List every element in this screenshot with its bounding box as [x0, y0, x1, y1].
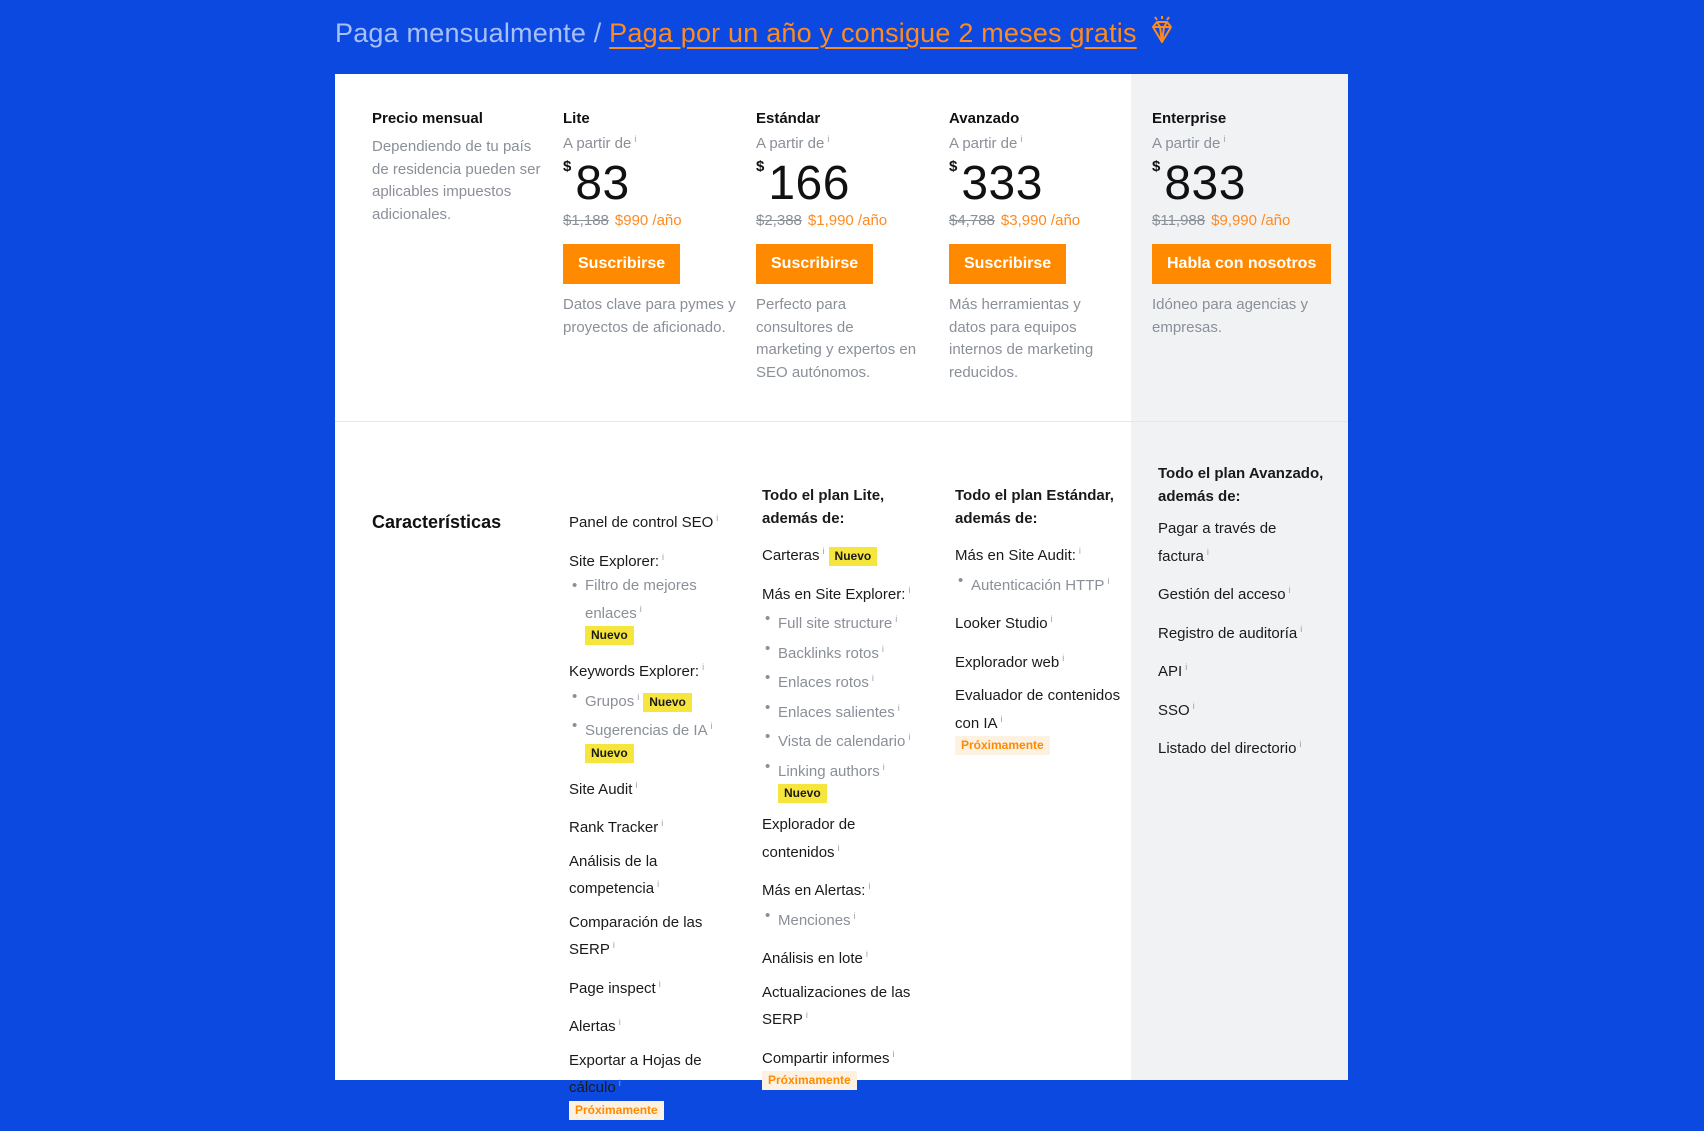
subscribe-button[interactable]: Suscribirse: [756, 244, 873, 284]
feature-label: Backlinks rotos: [778, 644, 879, 662]
feature-label: Evaluador de contenidos con IA: [955, 687, 1121, 732]
feature-item: [569, 973, 734, 1001]
yearly-price: [563, 212, 738, 229]
feature-item: [762, 943, 927, 971]
plan-name: Avanzado: [949, 110, 1020, 127]
feature-label: Comparación de las SERP: [569, 913, 703, 958]
plan-lite: [563, 110, 738, 339]
feature-item: [762, 982, 927, 1032]
feature-label: SSO: [1158, 701, 1190, 719]
new-badge: Nuevo: [585, 626, 634, 645]
billing-separator: /: [593, 18, 602, 48]
sub-feature-item: [762, 638, 927, 666]
sub-feature-item: [762, 667, 927, 695]
feature-label: Keywords Explorer:: [569, 663, 700, 680]
features-heading: Todo el plan Lite, además de:: [762, 487, 885, 527]
feature-label: Enlaces salientes: [778, 703, 895, 721]
info-icon[interactable]: i: [1062, 652, 1065, 663]
sub-feature-item: [569, 575, 734, 645]
from-label: [949, 134, 1114, 152]
subscribe-button[interactable]: Suscribirse: [949, 244, 1066, 284]
feature-item: [955, 540, 1125, 597]
contact-sales-button[interactable]: Habla con nosotros: [1152, 244, 1331, 284]
info-icon[interactable]: i: [1299, 739, 1302, 749]
sub-feature-item: [762, 905, 927, 933]
features-heading: Todo el plan Estándar, además de:: [955, 487, 1114, 527]
feature-label: Rank Tracker: [569, 819, 659, 836]
sub-feature-item: [569, 715, 734, 763]
info-icon[interactable]: i: [871, 673, 874, 683]
feature-label: Explorador de contenidos: [762, 816, 856, 861]
info-icon[interactable]: i: [1223, 134, 1226, 144]
info-icon[interactable]: i: [618, 1078, 621, 1088]
plan-price: [756, 156, 921, 208]
yearly-price: [756, 212, 921, 229]
from-text: A partir de: [563, 135, 632, 152]
feature-item: [569, 851, 734, 901]
feature-label: Exportar a Hojas de cálculo: [569, 1051, 702, 1096]
info-icon[interactable]: i: [662, 551, 665, 562]
feature-label: Análisis en lote: [762, 950, 863, 967]
plan-price: [1152, 156, 1342, 208]
feature-label: Page inspect: [569, 979, 656, 997]
info-icon[interactable]: i: [822, 546, 825, 556]
info-icon[interactable]: i: [1078, 546, 1081, 556]
plan-description: Perfecto para consultores de marketing y expertos en SEO autónomos.: [756, 296, 917, 381]
feature-item: [1158, 518, 1328, 568]
feature-label: Linking authors: [778, 762, 880, 780]
info-icon[interactable]: i: [1050, 614, 1053, 624]
yearly-price: [1152, 212, 1342, 229]
plan-name: Estándar: [756, 110, 821, 127]
from-label: [563, 134, 738, 152]
info-icon[interactable]: i: [908, 584, 911, 595]
feature-item: [955, 647, 1125, 675]
monthly-billing-option[interactable]: Paga mensualmente: [335, 18, 587, 48]
plan-name: Lite: [563, 110, 590, 127]
feature-label: Análisis de la competencia: [569, 852, 658, 897]
info-icon[interactable]: i: [865, 949, 868, 959]
price-amount: 833: [1164, 157, 1246, 210]
old-yearly-price: $1,188: [563, 212, 609, 229]
from-text: A partir de: [949, 135, 1018, 152]
new-badge: Nuevo: [829, 547, 878, 566]
info-icon[interactable]: i: [853, 910, 856, 921]
features-enterprise: [1158, 463, 1328, 772]
info-icon[interactable]: i: [637, 691, 640, 702]
feature-item: [1158, 579, 1328, 607]
feature-item: [569, 546, 734, 646]
info-icon[interactable]: i: [1020, 134, 1023, 144]
currency-symbol: $: [756, 158, 765, 175]
plan-price: [949, 156, 1114, 208]
feature-label: Site Audit: [569, 780, 633, 798]
feature-label: Looker Studio: [955, 615, 1048, 632]
yearly-price: [949, 212, 1114, 229]
billing-toggle: [335, 14, 1179, 55]
coming-soon-badge: Próximamente: [955, 736, 1050, 755]
monthly-price-heading: Precio mensual: [372, 110, 483, 127]
feature-label: Más en Alertas:: [762, 882, 866, 899]
feature-item: [762, 814, 927, 864]
diamond-icon: [1145, 14, 1179, 55]
feature-item: [955, 608, 1125, 636]
feature-item: [762, 875, 927, 932]
feature-label: Vista de calendario: [778, 733, 906, 750]
plan-price: [563, 156, 738, 208]
sub-feature-item: [762, 756, 927, 804]
new-badge: Nuevo: [778, 784, 827, 803]
feature-label: Registro de auditoría: [1158, 624, 1298, 642]
feature-label: Filtro de mejores enlaces: [585, 577, 697, 622]
plan-description: Idóneo para agencias y empresas.: [1152, 296, 1308, 336]
feature-label: Compartir informes: [762, 1049, 890, 1067]
plan-description: Datos clave para pymes y proyectos de aficionado.: [563, 296, 736, 336]
from-label: [1152, 134, 1342, 152]
from-label: [756, 134, 921, 152]
info-icon[interactable]: i: [1107, 575, 1110, 586]
feature-item: [569, 1011, 734, 1039]
feature-item: [762, 540, 927, 568]
sub-feature-item: [762, 726, 927, 754]
info-icon[interactable]: i: [657, 879, 660, 889]
feature-label: Full site structure: [778, 615, 893, 632]
feature-label: Enlaces rotos: [778, 674, 869, 691]
features-advanced: [955, 485, 1125, 766]
feature-label: API: [1158, 663, 1183, 680]
feature-item: [1158, 733, 1328, 761]
info-icon[interactable]: i: [868, 881, 871, 891]
new-yearly-price: $3,990 /año: [1000, 212, 1081, 229]
coming-soon-badge: Próximamente: [762, 1071, 857, 1090]
old-yearly-price: $2,388: [756, 212, 802, 229]
feature-item: [569, 912, 734, 962]
feature-item: [762, 579, 927, 804]
info-icon[interactable]: i: [895, 614, 898, 624]
info-icon[interactable]: i: [618, 1017, 621, 1027]
info-icon[interactable]: i: [1288, 585, 1291, 595]
info-icon[interactable]: i: [1185, 662, 1188, 672]
features-heading: Todo el plan Avanzado, además de:: [1158, 465, 1324, 505]
sub-feature-item: [955, 570, 1125, 598]
info-icon[interactable]: i: [1000, 713, 1003, 724]
feature-item: [1158, 618, 1328, 646]
info-icon[interactable]: i: [881, 643, 884, 654]
new-yearly-price: $990 /año: [614, 212, 682, 229]
new-badge: Nuevo: [643, 693, 692, 712]
feature-label: Explorador web: [955, 653, 1060, 671]
plan-advanced: [949, 110, 1114, 384]
price-amount: 83: [575, 157, 630, 210]
price-amount: 333: [961, 157, 1043, 210]
info-icon[interactable]: i: [639, 603, 642, 614]
pricing-label-column: [372, 110, 547, 226]
info-icon[interactable]: i: [612, 940, 615, 950]
feature-label: Grupos: [585, 692, 635, 710]
plan-enterprise: [1152, 110, 1342, 339]
info-icon[interactable]: i: [710, 721, 713, 731]
feature-label: Carteras: [762, 547, 820, 564]
subscribe-button[interactable]: Suscribirse: [563, 244, 680, 284]
info-icon[interactable]: i: [1192, 700, 1195, 711]
feature-label: Menciones: [778, 911, 851, 929]
from-text: A partir de: [756, 135, 825, 152]
sub-feature-item: [762, 697, 927, 725]
feature-label: Site Explorer:: [569, 552, 660, 570]
annual-billing-label: Paga por un año y consigue 2 meses gratis: [609, 18, 1137, 48]
feature-label: Panel de control SEO: [569, 514, 714, 531]
new-yearly-price: $1,990 /año: [807, 212, 888, 229]
feature-label: Alertas: [569, 1018, 616, 1035]
plan-description: Más herramientas y datos para equipos internos de marketing reducidos.: [949, 296, 1094, 381]
info-icon[interactable]: i: [897, 702, 900, 713]
features-lite: [569, 507, 734, 1131]
info-icon[interactable]: i: [908, 732, 911, 742]
tax-note: Dependiendo de tu país de residencia pueden ser aplicables impuestos adicionales.: [372, 138, 541, 223]
info-icon[interactable]: i: [882, 761, 885, 772]
currency-symbol: $: [563, 158, 572, 175]
sub-feature-item: [569, 686, 734, 714]
feature-label: Sugerencias de IA: [585, 722, 708, 739]
feature-label: Gestión del acceso: [1158, 586, 1286, 603]
old-yearly-price: $4,788: [949, 212, 995, 229]
feature-label: Autenticación HTTP: [971, 576, 1105, 594]
plan-name: Enterprise: [1152, 110, 1227, 127]
currency-symbol: $: [949, 158, 958, 175]
old-yearly-price: $11,988: [1152, 212, 1206, 229]
feature-item: [1158, 656, 1328, 684]
feature-label: Más en Site Explorer:: [762, 585, 906, 603]
feature-label: Más en Site Audit:: [955, 547, 1076, 564]
features-standard: [762, 485, 927, 1101]
features-title: Características: [372, 512, 502, 532]
feature-item: [569, 1050, 734, 1120]
pricing-card: [335, 74, 1348, 1117]
info-icon[interactable]: i: [635, 779, 638, 790]
feature-item: [569, 774, 734, 802]
info-icon[interactable]: i: [661, 818, 664, 828]
feature-label: Listado del directorio: [1158, 740, 1297, 757]
feature-item: [762, 1043, 927, 1091]
info-icon[interactable]: i: [702, 662, 705, 672]
feature-item: [569, 507, 734, 535]
info-icon[interactable]: i: [634, 134, 637, 144]
annual-billing-link[interactable]: [609, 18, 1179, 48]
info-icon[interactable]: i: [1206, 546, 1209, 557]
coming-soon-badge: Próximamente: [569, 1101, 664, 1120]
price-amount: 166: [768, 157, 850, 210]
feature-item: [569, 656, 734, 763]
info-icon[interactable]: i: [827, 134, 830, 144]
info-icon[interactable]: i: [837, 842, 840, 853]
plan-standard: [756, 110, 921, 384]
feature-item: [1158, 695, 1328, 723]
feature-item: [569, 812, 734, 840]
info-icon[interactable]: i: [658, 978, 661, 989]
info-icon[interactable]: i: [805, 1010, 808, 1020]
currency-symbol: $: [1152, 158, 1161, 175]
info-icon[interactable]: i: [892, 1048, 895, 1059]
feature-label: Actualizaciones de las SERP: [762, 983, 911, 1028]
feature-item: [955, 685, 1125, 755]
section-divider: [335, 421, 1348, 422]
info-icon[interactable]: i: [716, 513, 719, 523]
info-icon[interactable]: i: [1300, 623, 1303, 634]
feature-label: Pagar a través de factura: [1158, 520, 1277, 565]
from-text: A partir de: [1152, 135, 1221, 152]
sub-feature-item: [762, 608, 927, 636]
new-yearly-price: $9,990 /año: [1211, 212, 1291, 229]
new-badge: Nuevo: [585, 744, 634, 763]
